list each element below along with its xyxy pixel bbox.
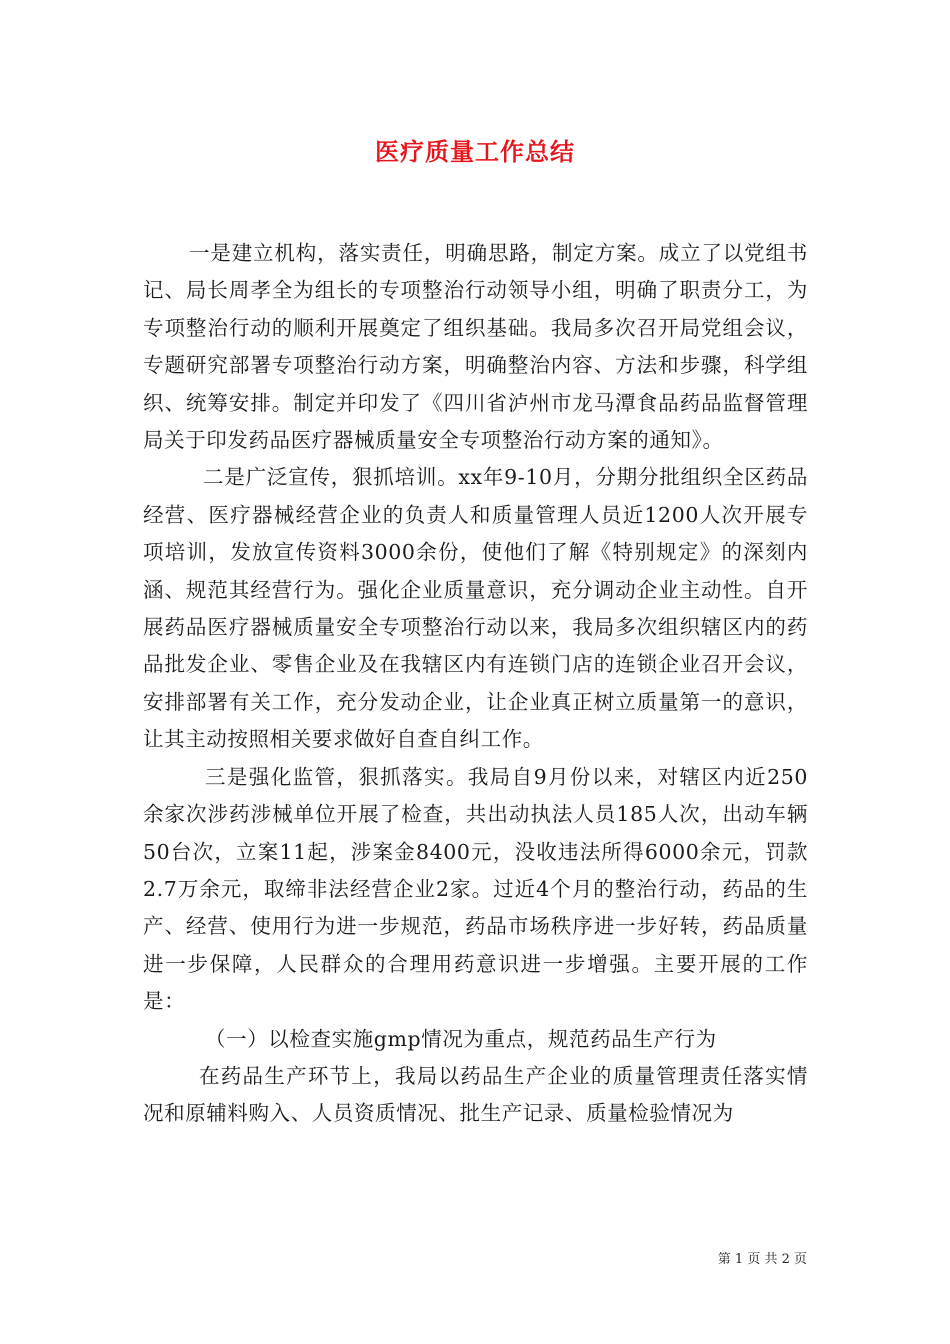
section-heading: （一）以检查实施gmp情况为重点，规范药品生产行为 <box>205 1026 717 1051</box>
paragraph-3: 三是强化监管，狠抓落实。我局自9月份以来，对辖区内近250余家次涉药涉械单位开展了检查，共出动执法人员185人次，出动车辆50台次，立案11起，涉案金8400元，没收违法所得6000余元，罚款2.7万余元，取缔非法经营企业2家。过近4个月的整治行动，药品的生产、经营、使用行为进一步规范，药品市场秩序进一步好转，药品质量进一步保障，人民群众的合理用药意识进一步增强。主要开展的工作是： <box>143 764 808 1014</box>
page-number: 第 1 页 共 2 页 <box>717 1252 807 1267</box>
document-body <box>143 235 808 1133</box>
paragraph-1: 一是建立机构，落实责任，明确思路，制定方案。成立了以党组书记、局长周孝全为组长的专项整治行动领导小组，明确了职责分工，为专项整治行动的顺利开展奠定了组织基础。我局多次召开局党组会议，专题研究部署专项整治行动方案，明确整治内容、方法和步骤，科学组织、统筹安排。制定并印发了《四川省泸州市龙马潭食品药品监督管理局关于印发药品医疗器械质量安全专项整治行动方案的通知》。 <box>143 241 808 453</box>
document-title: 医疗质量工作总结 <box>375 138 575 166</box>
paragraph-4: 在药品生产环节上，我局以药品生产企业的质量管理责任落实情况和原辅料购入、人员资质情况、批生产记录、质量检验情况为 <box>143 1063 808 1126</box>
paragraph-2: 二是广泛宣传，狠抓培训。xx年9-10月，分期分批组织全区药品经营、医疗器械经营企业的负责人和质量管理人员近1200人次开展专项培训，发放宣传资料3000余份，使他们了解《特别规定》的深刻内涵、规范其经营行为。强化企业质量意识，充分调动企业主动性。自开展药品医疗器械质量安全专项整治行动以来，我局多次组织辖区内的药品批发企业、零售企业及在我辖区内有连锁门店的连锁企业召开会议，安排部署有关工作，充分发动企业，让企业真正树立质量第一的意识，让其主动按照相关要求做好自查自纠工作。 <box>143 465 808 752</box>
